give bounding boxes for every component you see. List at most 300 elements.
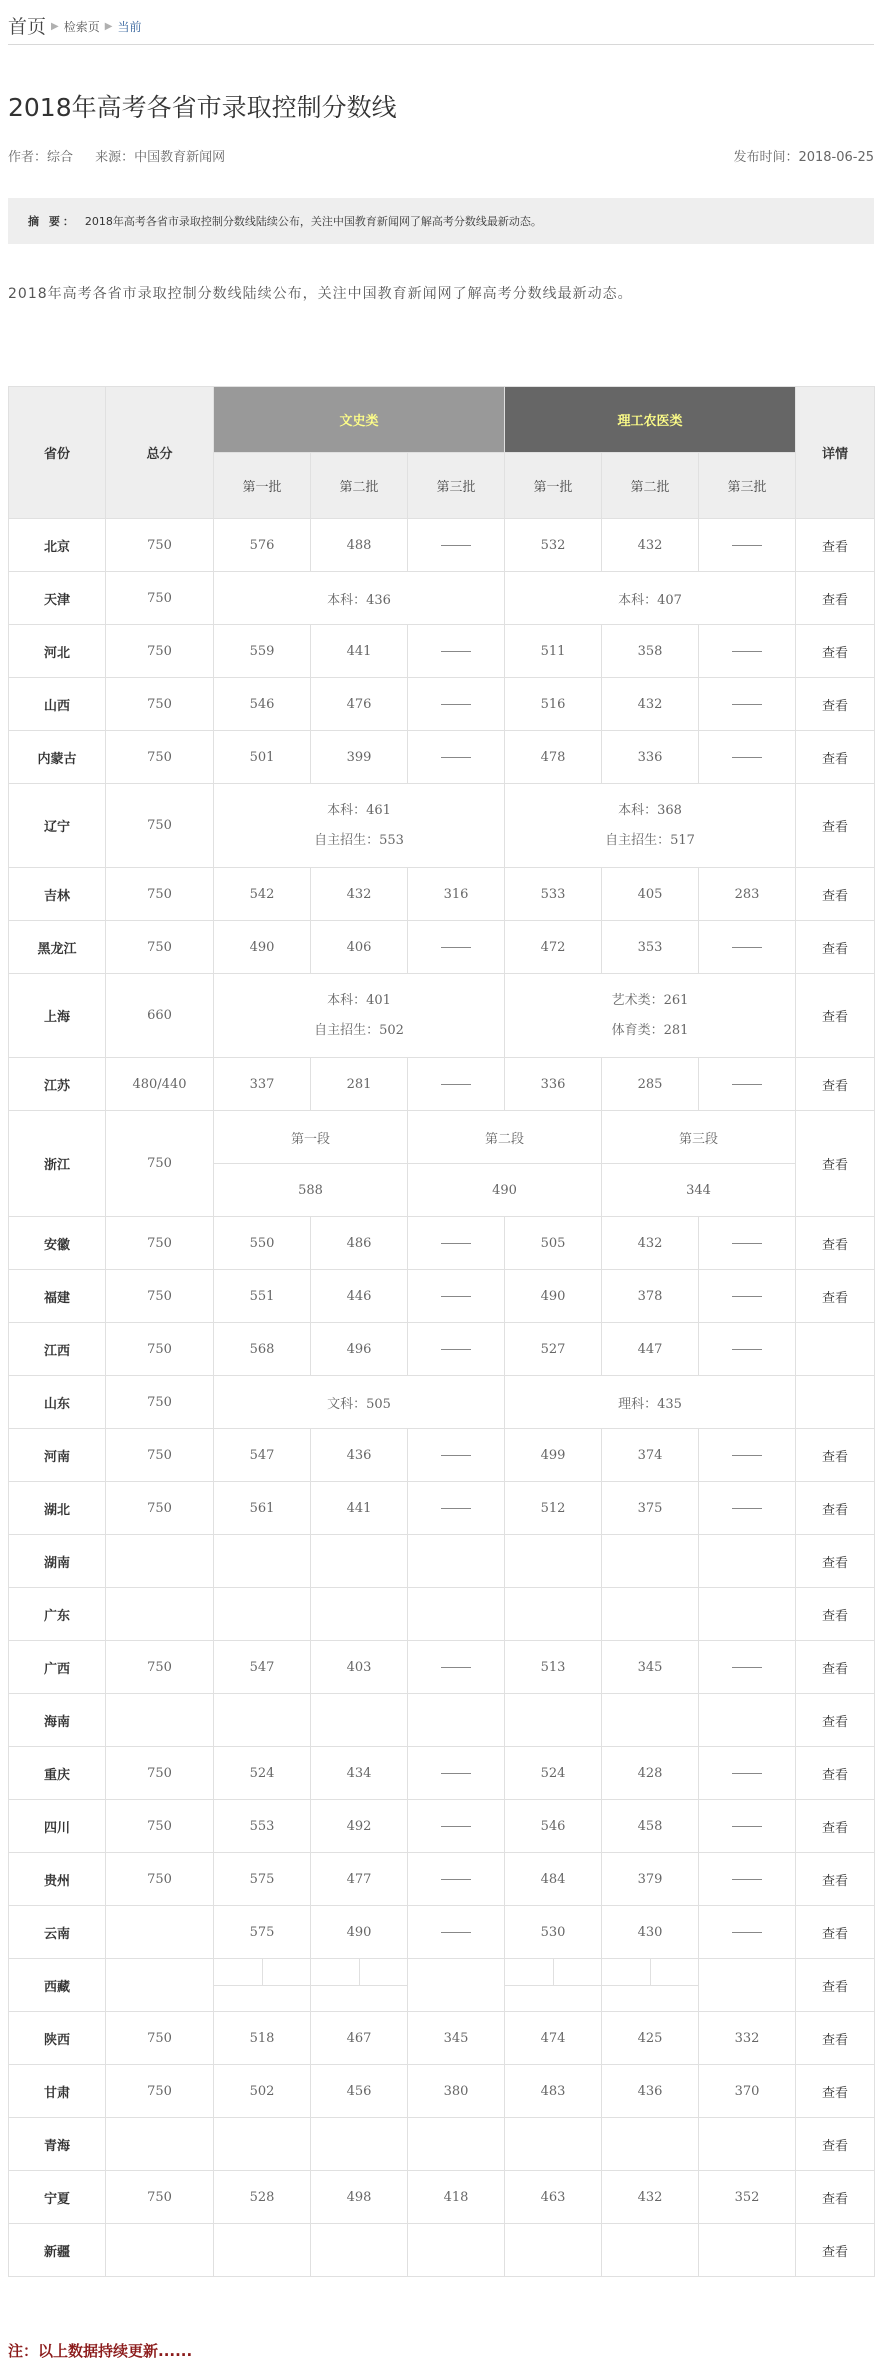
empty-score-cell [699, 1429, 796, 1482]
total-cell [106, 1906, 214, 1959]
header-wenshi: 文史类 [214, 387, 505, 453]
empty-score-cell [408, 1270, 505, 1323]
score-cell: 345 [602, 1641, 699, 1694]
detail-link[interactable]: 查看 [796, 868, 875, 921]
empty-score-cell [699, 1058, 796, 1111]
detail-link[interactable]: 查看 [796, 678, 875, 731]
score-cell [311, 1535, 408, 1588]
province-cell: 上海 [9, 974, 106, 1058]
score-cell: 463 [505, 2171, 602, 2224]
empty-score-cell [699, 1217, 796, 1270]
score-line: 本科：461 [327, 802, 391, 818]
score-cell: 379 [602, 1853, 699, 1906]
score-cell [408, 1588, 505, 1641]
empty-score-cell [699, 1800, 796, 1853]
segment-label: 第一段 [214, 1111, 408, 1164]
score-cell [505, 974, 796, 1058]
score-cell: 370 [699, 2065, 796, 2118]
score-cell: 344 [602, 1164, 796, 1217]
detail-link[interactable]: 查看 [796, 2065, 875, 2118]
empty-score-cell [408, 921, 505, 974]
table-row [9, 868, 875, 921]
detail-cell [796, 1323, 875, 1376]
score-cell: 336 [602, 731, 699, 784]
province-cell: 云南 [9, 1906, 106, 1959]
empty-score-cell [699, 1270, 796, 1323]
total-cell: 480/440 [106, 1058, 214, 1111]
score-cell [505, 784, 796, 868]
score-cell [214, 1959, 311, 2012]
detail-link[interactable]: 查看 [796, 784, 875, 868]
score-cell: 518 [214, 2012, 311, 2065]
score-cell [311, 1694, 408, 1747]
score-cell [311, 1588, 408, 1641]
total-cell [106, 1588, 214, 1641]
empty-score-cell [699, 678, 796, 731]
score-cell: 505 [505, 1217, 602, 1270]
score-cell [505, 1588, 602, 1641]
empty-score-cell [408, 625, 505, 678]
update-note: 注：以上数据持续更新...... [8, 2342, 193, 2360]
score-line: 自主招生：517 [605, 832, 695, 848]
segment-label: 第三段 [602, 1111, 796, 1164]
province-cell: 浙江 [9, 1111, 106, 1217]
detail-link[interactable]: 查看 [796, 731, 875, 784]
table-row [9, 572, 875, 625]
score-cell [699, 1535, 796, 1588]
score-cell [699, 1694, 796, 1747]
score-cell: 588 [214, 1164, 408, 1217]
table-row [9, 1800, 875, 1853]
score-cell: 本科：436 [214, 572, 505, 625]
province-cell: 湖北 [9, 1482, 106, 1535]
article-published-date: 发布时间：2018-06-25 [733, 150, 874, 165]
score-cell [602, 2224, 699, 2277]
score-cell: 374 [602, 1429, 699, 1482]
detail-link[interactable]: 查看 [796, 2118, 875, 2171]
detail-link[interactable]: 查看 [796, 1641, 875, 1694]
score-cell: 472 [505, 921, 602, 974]
province-cell: 内蒙古 [9, 731, 106, 784]
total-cell: 750 [106, 678, 214, 731]
score-cell: 559 [214, 625, 311, 678]
empty-score-cell [699, 1747, 796, 1800]
score-line: 艺术类：261 [611, 992, 689, 1008]
article-source: 来源：中国教育新闻网 [95, 150, 226, 165]
detail-link[interactable]: 查看 [796, 1853, 875, 1906]
header-wenshi-batch3: 第三批 [408, 453, 505, 519]
total-cell [106, 2118, 214, 2171]
total-cell [106, 1535, 214, 1588]
table-row [9, 1906, 875, 1959]
article-meta [8, 146, 874, 165]
score-cell [505, 1959, 602, 2012]
province-cell: 江苏 [9, 1058, 106, 1111]
score-cell: 542 [214, 868, 311, 921]
header-detail: 详情 [796, 387, 875, 519]
header-ligong-batch2: 第二批 [602, 453, 699, 519]
province-cell: 安徽 [9, 1217, 106, 1270]
total-cell: 750 [106, 2065, 214, 2118]
detail-link[interactable]: 查看 [796, 2012, 875, 2065]
total-cell: 750 [106, 2012, 214, 2065]
total-cell: 750 [106, 1800, 214, 1853]
table-row [9, 1217, 875, 1270]
province-cell: 新疆 [9, 2224, 106, 2277]
score-cell: 499 [505, 1429, 602, 1482]
score-cell: 546 [505, 1800, 602, 1853]
score-cell: 441 [311, 1482, 408, 1535]
score-table [8, 386, 875, 2277]
score-cell: 447 [602, 1323, 699, 1376]
detail-link[interactable]: 查看 [796, 1058, 875, 1111]
table-row [9, 1429, 875, 1482]
total-cell: 750 [106, 572, 214, 625]
score-cell: 336 [505, 1058, 602, 1111]
score-cell: 430 [602, 1906, 699, 1959]
empty-score-cell [408, 1058, 505, 1111]
province-cell: 宁夏 [9, 2171, 106, 2224]
empty-score-cell [699, 1641, 796, 1694]
score-cell: 358 [602, 625, 699, 678]
score-cell: 492 [311, 1800, 408, 1853]
score-cell: 458 [602, 1800, 699, 1853]
score-cell [602, 1535, 699, 1588]
score-cell: 546 [214, 678, 311, 731]
score-cell: 425 [602, 2012, 699, 2065]
total-cell: 750 [106, 1641, 214, 1694]
detail-link[interactable]: 查看 [796, 1747, 875, 1800]
detail-link[interactable]: 查看 [796, 1959, 875, 2012]
score-line: 本科：368 [618, 802, 682, 818]
province-cell: 天津 [9, 572, 106, 625]
score-cell [505, 1535, 602, 1588]
score-cell: 490 [311, 1906, 408, 1959]
province-cell: 四川 [9, 1800, 106, 1853]
empty-score-cell [408, 1641, 505, 1694]
total-cell: 750 [106, 519, 214, 572]
detail-link[interactable]: 查看 [796, 2224, 875, 2277]
empty-score-cell [408, 1217, 505, 1270]
score-line: 本科：401 [327, 992, 391, 1008]
total-cell [106, 1959, 214, 2012]
score-cell: 432 [602, 1217, 699, 1270]
empty-score-cell [699, 921, 796, 974]
province-cell: 广东 [9, 1588, 106, 1641]
province-cell: 贵州 [9, 1853, 106, 1906]
score-cell: 483 [505, 2065, 602, 2118]
province-cell: 青海 [9, 2118, 106, 2171]
chevron-right-icon: ▶ [104, 20, 113, 32]
score-cell [214, 784, 505, 868]
total-cell [106, 1694, 214, 1747]
score-cell: 550 [214, 1217, 311, 1270]
detail-link[interactable]: 查看 [796, 2171, 875, 2224]
score-cell: 513 [505, 1641, 602, 1694]
province-cell: 广西 [9, 1641, 106, 1694]
score-cell: 467 [311, 2012, 408, 2065]
table-row [9, 625, 875, 678]
score-cell: 文科：505 [214, 1376, 505, 1429]
total-cell: 750 [106, 784, 214, 868]
chevron-right-icon: ▶ [51, 20, 59, 32]
score-line: 自主招生：553 [314, 832, 404, 848]
header-province: 省份 [9, 387, 106, 519]
score-cell [699, 2224, 796, 2277]
detail-link[interactable]: 查看 [796, 1906, 875, 1959]
table-row [9, 2012, 875, 2065]
header-ligong-batch1: 第一批 [505, 453, 602, 519]
score-cell: 441 [311, 625, 408, 678]
score-cell [699, 2118, 796, 2171]
province-cell: 河北 [9, 625, 106, 678]
total-cell: 750 [106, 1747, 214, 1800]
header-total: 总分 [106, 387, 214, 519]
detail-link[interactable]: 查看 [796, 1800, 875, 1853]
total-cell: 750 [106, 1323, 214, 1376]
score-cell: 490 [505, 1270, 602, 1323]
detail-link[interactable]: 查看 [796, 1429, 875, 1482]
table-row [9, 1482, 875, 1535]
score-cell [602, 1694, 699, 1747]
score-cell [408, 1535, 505, 1588]
province-cell: 重庆 [9, 1747, 106, 1800]
table-row [9, 1853, 875, 1906]
province-cell: 吉林 [9, 868, 106, 921]
empty-score-cell [699, 625, 796, 678]
score-cell: 380 [408, 2065, 505, 2118]
table-row [9, 784, 875, 868]
score-cell: 436 [602, 2065, 699, 2118]
empty-score-cell [408, 1853, 505, 1906]
score-cell: 352 [699, 2171, 796, 2224]
score-cell: 332 [699, 2012, 796, 2065]
score-cell [214, 2224, 311, 2277]
province-cell: 辽宁 [9, 784, 106, 868]
province-cell: 海南 [9, 1694, 106, 1747]
score-cell: 501 [214, 731, 311, 784]
empty-score-cell [408, 731, 505, 784]
score-cell [311, 1959, 408, 2012]
province-cell: 河南 [9, 1429, 106, 1482]
table-row [9, 2224, 875, 2277]
score-cell: 476 [311, 678, 408, 731]
score-cell: 432 [602, 2171, 699, 2224]
score-cell: 436 [311, 1429, 408, 1482]
total-cell: 750 [106, 2171, 214, 2224]
score-cell: 524 [505, 1747, 602, 1800]
score-cell: 528 [214, 2171, 311, 2224]
province-cell: 江西 [9, 1323, 106, 1376]
score-cell: 484 [505, 1853, 602, 1906]
score-cell: 511 [505, 625, 602, 678]
score-cell: 478 [505, 731, 602, 784]
empty-score-cell [408, 1323, 505, 1376]
score-cell: 502 [214, 2065, 311, 2118]
score-cell [699, 1959, 796, 2012]
total-cell: 750 [106, 1111, 214, 1217]
table-row [9, 1747, 875, 1800]
province-cell: 福建 [9, 1270, 106, 1323]
score-cell: 496 [311, 1323, 408, 1376]
score-cell [214, 1694, 311, 1747]
score-cell: 575 [214, 1853, 311, 1906]
empty-score-cell [699, 1853, 796, 1906]
score-cell: 316 [408, 868, 505, 921]
table-row [9, 2065, 875, 2118]
total-cell: 750 [106, 1429, 214, 1482]
score-cell: 337 [214, 1058, 311, 1111]
table-row [9, 2171, 875, 2224]
province-cell: 北京 [9, 519, 106, 572]
score-cell: 547 [214, 1641, 311, 1694]
table-row [9, 1270, 875, 1323]
detail-link[interactable]: 查看 [796, 1694, 875, 1747]
score-cell: 568 [214, 1323, 311, 1376]
table-row [9, 1058, 875, 1111]
score-cell: 551 [214, 1270, 311, 1323]
empty-score-cell [699, 1482, 796, 1535]
breadcrumb-current: 当前 [117, 20, 142, 34]
score-cell: 498 [311, 2171, 408, 2224]
detail-cell [796, 1376, 875, 1429]
score-cell [311, 2224, 408, 2277]
province-cell: 山东 [9, 1376, 106, 1429]
table-row [9, 1535, 875, 1588]
table-row [9, 1588, 875, 1641]
province-cell: 西藏 [9, 1959, 106, 2012]
score-cell [408, 2224, 505, 2277]
score-line: 体育类：281 [611, 1022, 689, 1038]
score-cell [311, 2118, 408, 2171]
detail-link[interactable]: 查看 [796, 1111, 875, 1217]
score-cell: 477 [311, 1853, 408, 1906]
score-cell: 432 [602, 519, 699, 572]
score-cell: 490 [214, 921, 311, 974]
total-cell [106, 2224, 214, 2277]
score-cell: 446 [311, 1270, 408, 1323]
total-cell: 660 [106, 974, 214, 1058]
empty-score-cell [408, 678, 505, 731]
score-cell: 406 [311, 921, 408, 974]
total-cell: 750 [106, 1217, 214, 1270]
score-cell: 530 [505, 1906, 602, 1959]
total-cell: 750 [106, 1853, 214, 1906]
score-cell: 533 [505, 868, 602, 921]
table-row [9, 921, 875, 974]
score-cell: 403 [311, 1641, 408, 1694]
total-cell: 750 [106, 921, 214, 974]
score-cell [214, 1535, 311, 1588]
total-cell: 750 [106, 868, 214, 921]
score-cell [505, 2224, 602, 2277]
total-cell: 750 [106, 625, 214, 678]
score-cell: 285 [602, 1058, 699, 1111]
empty-score-cell [408, 1800, 505, 1853]
score-cell [602, 1959, 699, 2012]
empty-score-cell [408, 1747, 505, 1800]
score-cell: 本科：407 [505, 572, 796, 625]
score-cell: 516 [505, 678, 602, 731]
score-line: 自主招生：502 [314, 1022, 404, 1038]
detail-link[interactable]: 查看 [796, 625, 875, 678]
empty-score-cell [408, 519, 505, 572]
detail-link[interactable]: 查看 [796, 572, 875, 625]
summary-text: 2018年高考各省市录取控制分数线陆续公布，关注中国教育新闻网了解高考分数线最新动态。 [84, 215, 542, 228]
score-cell: 474 [505, 2012, 602, 2065]
empty-score-cell [699, 519, 796, 572]
score-cell: 418 [408, 2171, 505, 2224]
score-cell: 375 [602, 1482, 699, 1535]
detail-link[interactable]: 查看 [796, 1535, 875, 1588]
breadcrumb-home-link[interactable]: 首页 [8, 15, 47, 38]
table-header-row [9, 387, 875, 453]
score-cell: 428 [602, 1747, 699, 1800]
score-cell: 486 [311, 1217, 408, 1270]
table-row [9, 1376, 875, 1429]
breadcrumb [8, 6, 874, 45]
score-cell: 281 [311, 1058, 408, 1111]
table-row [9, 2118, 875, 2171]
table-row [9, 519, 875, 572]
empty-score-cell [699, 1906, 796, 1959]
breadcrumb-search-link[interactable]: 检索页 [63, 20, 100, 34]
article-author: 作者：综合 [8, 150, 74, 165]
table-row [9, 731, 875, 784]
score-cell: 432 [311, 868, 408, 921]
empty-score-cell [408, 1482, 505, 1535]
score-cell: 488 [311, 519, 408, 572]
table-row [9, 1111, 875, 1164]
province-cell: 湖南 [9, 1535, 106, 1588]
score-cell: 378 [602, 1270, 699, 1323]
table-row [9, 1641, 875, 1694]
table-row [9, 974, 875, 1058]
detail-link[interactable]: 查看 [796, 921, 875, 974]
score-cell [408, 1694, 505, 1747]
article-body: 2018年高考各省市录取控制分数线陆续公布，关注中国教育新闻网了解高考分数线最新动态。 [8, 286, 633, 302]
detail-link[interactable]: 查看 [796, 974, 875, 1058]
header-wenshi-batch2: 第二批 [311, 453, 408, 519]
score-cell [408, 2118, 505, 2171]
empty-score-cell [408, 1429, 505, 1482]
score-cell: 547 [214, 1429, 311, 1482]
score-cell [214, 2118, 311, 2171]
score-cell: 353 [602, 921, 699, 974]
score-cell [408, 1959, 505, 2012]
province-cell: 甘肃 [9, 2065, 106, 2118]
empty-score-cell [408, 1906, 505, 1959]
province-cell: 陕西 [9, 2012, 106, 2065]
detail-link[interactable]: 查看 [796, 1270, 875, 1323]
score-cell: 490 [408, 1164, 602, 1217]
total-cell: 750 [106, 731, 214, 784]
detail-link[interactable]: 查看 [796, 1588, 875, 1641]
score-cell: 532 [505, 519, 602, 572]
summary-label: 摘 要： [28, 215, 77, 228]
score-cell: 432 [602, 678, 699, 731]
detail-link[interactable]: 查看 [796, 1217, 875, 1270]
detail-link[interactable]: 查看 [796, 519, 875, 572]
header-ligong-batch3: 第三批 [699, 453, 796, 519]
detail-link[interactable]: 查看 [796, 1482, 875, 1535]
total-cell: 750 [106, 1376, 214, 1429]
total-cell: 750 [106, 1482, 214, 1535]
province-cell: 黑龙江 [9, 921, 106, 974]
score-cell: 434 [311, 1747, 408, 1800]
summary-box [8, 198, 874, 244]
score-cell [505, 1694, 602, 1747]
